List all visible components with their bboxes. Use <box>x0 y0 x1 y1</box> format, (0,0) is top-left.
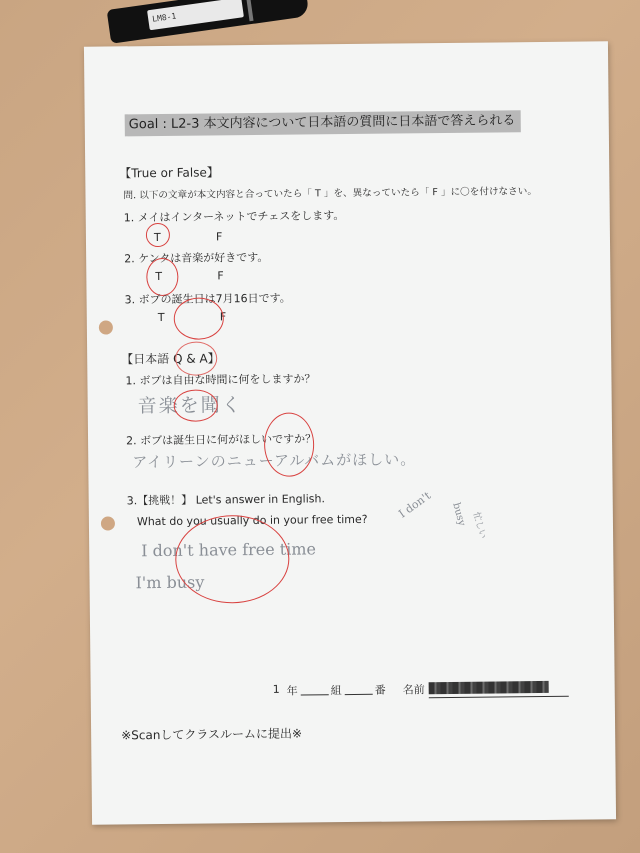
tf-q2-t: T <box>155 269 163 284</box>
tf-q2-f: F <box>217 269 224 283</box>
circle-a2 <box>264 412 315 477</box>
tf-heading: 【True or False】 <box>119 165 219 181</box>
tf-q3-t: T <box>157 310 165 325</box>
tf-q3: 3. ボブの誕生日は7月16日です。 <box>124 291 291 307</box>
qa-a1: 音楽を聞く <box>137 394 243 418</box>
margin-note-busy: busy <box>450 501 468 528</box>
footer-name-label: 名前 <box>402 683 425 697</box>
name-blank <box>429 696 569 698</box>
qa-q1: 1. ボブは自由な時間に何をしますか？ <box>125 372 316 388</box>
marker-label: LM8-1 <box>147 0 244 30</box>
kumi-blank <box>301 694 329 695</box>
footer-ban: 番 <box>374 683 386 697</box>
tf-instruction: 問. 以下の文章が本文内容と合っていたら「 T 」を、異なっていたら「 F 」に〇を付けなさい。 <box>123 186 537 202</box>
marker-pen <box>107 0 310 44</box>
qa-q2: 2. ボブは誕生日に何がほしいですか？ <box>126 432 317 448</box>
circle-q1-t <box>146 223 170 247</box>
goal-banner: Goal : L2-3 本文内容について日本語の質問に日本語で答えられる <box>125 110 521 136</box>
qa-a3-line1: I don't have free time <box>141 539 317 561</box>
margin-note-isogashii: 忙しい <box>470 511 488 540</box>
tf-q1: 1. メイはインターネットでチェスをします。 <box>123 209 345 225</box>
qa-heading: 【日本語 Q & A】 <box>121 351 220 367</box>
punch-hole-bottom <box>101 516 115 530</box>
footer-year: 1 <box>272 682 280 696</box>
circle-q3-f <box>174 297 227 340</box>
footer-kumi: 組 <box>330 684 342 698</box>
qa-q3: What do you usually do in your free time? <box>136 512 368 529</box>
tf-q1-f: F <box>215 230 223 244</box>
circle-a3 <box>175 515 290 604</box>
qa-q3-label: 3.【挑戦！】 Let's answer in English. <box>126 492 325 508</box>
ban-blank <box>345 694 373 695</box>
name-redaction <box>429 681 549 694</box>
worksheet-paper <box>84 41 616 824</box>
footer-instruction: ※Scanしてクラスルームに提出※ <box>121 726 303 743</box>
tf-q1-t: T <box>153 230 161 245</box>
qa-a3-line2: I'm busy <box>135 572 205 593</box>
tf-q2: 2. ケンタは音楽が好きです。 <box>124 250 269 266</box>
margin-note-i-dont: I don't <box>396 489 434 521</box>
punch-hole-top <box>99 320 113 334</box>
footer-nen: 年 <box>286 684 298 698</box>
qa-a2: アイリーンのニューアルバムがほしい。 <box>132 450 417 472</box>
tf-q3-f: F <box>219 310 227 324</box>
marker-ring <box>246 0 254 21</box>
